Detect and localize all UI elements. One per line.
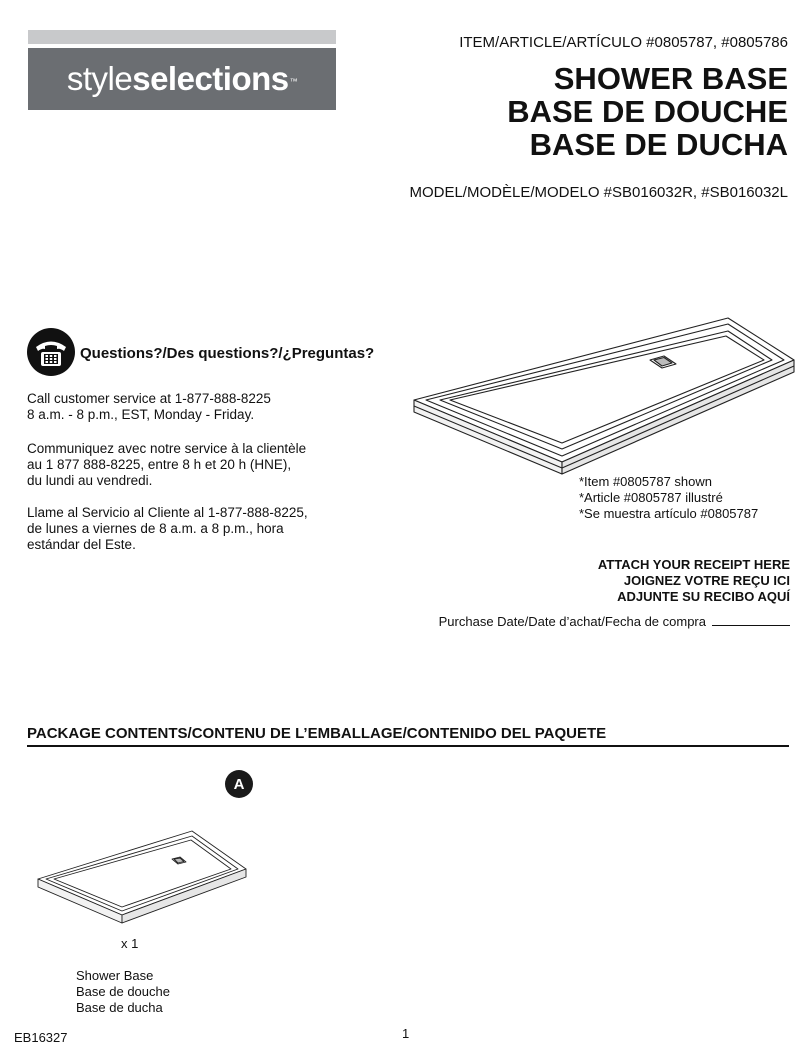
brand-logo-text: style selections ™ bbox=[66, 60, 298, 97]
part-letter-badge: A bbox=[225, 770, 253, 798]
telephone-icon bbox=[26, 327, 76, 377]
questions-heading: Questions?/Des questions?/¿Preguntas? bbox=[80, 345, 375, 362]
title-line-en: SHOWER BASE bbox=[553, 61, 788, 96]
title-line-es: BASE DE DUCHA bbox=[529, 127, 788, 162]
section-divider bbox=[27, 745, 789, 747]
part-name: Shower Base Base de douche Base de ducha bbox=[76, 968, 170, 1015]
model-number-line: MODEL/MODÈLE/MODELO #SB016032R, #SB016032L bbox=[409, 184, 788, 201]
illustration-notes: *Item #0805787 shown *Article #0805787 illustré *Se muestra artículo #0805787 bbox=[579, 474, 759, 521]
product-title bbox=[507, 62, 788, 161]
customer-service-french: Communiquez avec notre service à la clientèle au 1 877 888-8225, entre 8 h et 20 h (HNE), du lundi au vendredi. bbox=[27, 441, 307, 488]
title-line-fr: BASE DE DOUCHE bbox=[507, 94, 788, 129]
attach-receipt-instructions: ATTACH YOUR RECEIPT HERE JOIGNEZ VOTRE REÇU ICI ADJUNTE SU RECIBO AQUÍ bbox=[597, 557, 790, 604]
customer-service-spanish: Llame al Servicio al Cliente al 1-877-888-8225, de lunes a viernes de 8 a.m. a 8 p.m., hora estándar del Este. bbox=[27, 505, 308, 552]
part-quantity: x 1 bbox=[121, 936, 139, 951]
logo-top-band bbox=[28, 30, 336, 44]
customer-service-english: Call customer service at 1-877-888-8225 8 a.m. - 8 p.m., EST, Monday - Friday. bbox=[27, 391, 271, 422]
brand-logo bbox=[28, 48, 336, 110]
shower-base-illustration bbox=[410, 312, 800, 482]
purchase-date-field bbox=[439, 614, 790, 629]
item-number-line: ITEM/ARTICLE/ARTÍCULO #0805787, #0805786 bbox=[459, 34, 788, 51]
document-code: EB16327 bbox=[14, 1030, 68, 1045]
purchase-date-label: Purchase Date/Date d’achat/Fecha de compra bbox=[438, 614, 706, 629]
purchase-date-blank bbox=[712, 625, 790, 626]
page-number: 1 bbox=[402, 1026, 410, 1041]
shower-base-part-illustration bbox=[34, 827, 254, 927]
package-contents-heading: PACKAGE CONTENTS/CONTENU DE L’EMBALLAGE/CONTENIDO DEL PAQUETE bbox=[27, 725, 607, 742]
